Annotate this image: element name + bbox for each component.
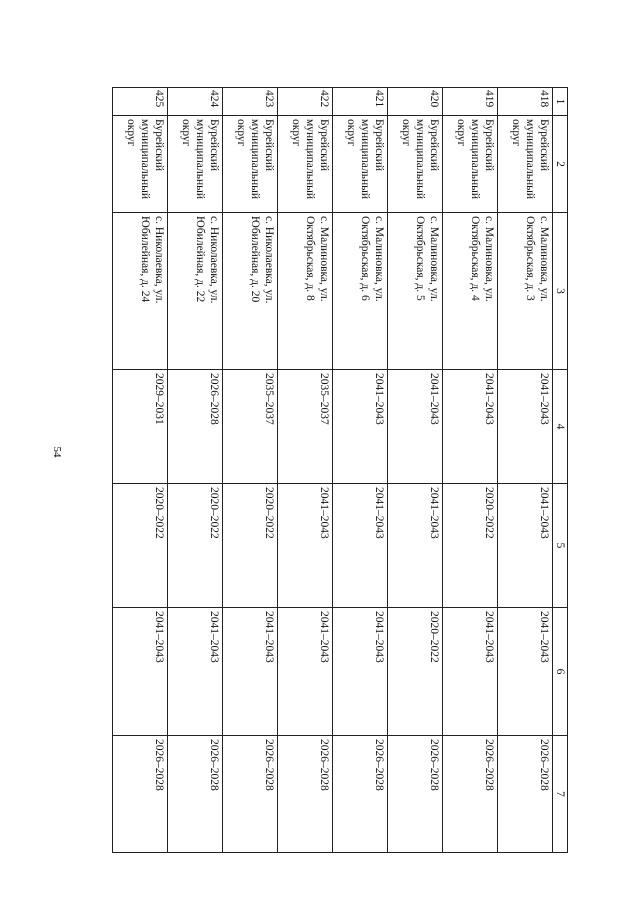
column-header-5: 5 [553, 484, 568, 608]
address-cell: с. Малиновка, ул. Октябрьская, д. 8 [278, 213, 333, 370]
column-header-1: 1 [553, 88, 568, 116]
period-cell-6: 2041–2043 [223, 608, 278, 736]
period-cell-5: 2041–2043 [388, 484, 443, 608]
period-cell-5: 2020–2022 [168, 484, 223, 608]
table-row [278, 88, 333, 853]
table-body [113, 88, 553, 853]
period-cell-5: 2041–2043 [498, 484, 553, 608]
period-cell-6: 2020–2022 [388, 608, 443, 736]
period-cell-7: 2026–2028 [333, 736, 388, 853]
period-cell-4: 2041–2043 [388, 370, 443, 484]
address-cell: с. Малиновка, ул. Октябрьская, д. 5 [388, 213, 443, 370]
row-number-cell: 423 [223, 88, 278, 116]
period-cell-5: 2041–2043 [278, 484, 333, 608]
period-cell-6: 2041–2043 [333, 608, 388, 736]
row-number-cell: 418 [498, 88, 553, 116]
address-cell: с. Малиновка, ул. Октябрьская, д. 6 [333, 213, 388, 370]
row-number-cell: 425 [113, 88, 168, 116]
district-cell: Бурейский муниципальный округ [113, 116, 168, 213]
row-number-cell: 419 [443, 88, 498, 116]
row-number-cell: 424 [168, 88, 223, 116]
period-cell-5: 2041–2043 [333, 484, 388, 608]
period-cell-6: 2041–2043 [168, 608, 223, 736]
period-cell-5: 2020–2022 [443, 484, 498, 608]
district-cell: Бурейский муниципальный округ [278, 116, 333, 213]
period-cell-4: 2026–2028 [168, 370, 223, 484]
period-cell-4: 2041–2043 [498, 370, 553, 484]
table-row [443, 88, 498, 853]
period-cell-7: 2026–2028 [168, 736, 223, 853]
table-header-row [553, 88, 568, 853]
row-number-cell: 421 [333, 88, 388, 116]
period-cell-5: 2020–2022 [113, 484, 168, 608]
period-cell-7: 2026–2028 [388, 736, 443, 853]
district-cell: Бурейский муниципальный округ [443, 116, 498, 213]
period-cell-7: 2026–2028 [223, 736, 278, 853]
table-row [333, 88, 388, 853]
period-cell-4: 2035–2037 [278, 370, 333, 484]
period-cell-6: 2041–2043 [498, 608, 553, 736]
district-cell: Бурейский муниципальный округ [168, 116, 223, 213]
row-number-cell: 420 [388, 88, 443, 116]
period-cell-4: 2029–2031 [113, 370, 168, 484]
district-cell: Бурейский муниципальный округ [388, 116, 443, 213]
period-cell-4: 2041–2043 [333, 370, 388, 484]
row-number-cell: 422 [278, 88, 333, 116]
period-cell-7: 2026–2028 [443, 736, 498, 853]
table-row [168, 88, 223, 853]
address-cell: с. Малиновка, ул. Октябрьская, д. 3 [498, 213, 553, 370]
period-cell-7: 2026–2028 [113, 736, 168, 853]
table-row [498, 88, 553, 853]
address-cell: с. Николаевка, ул. Юбилейная, д. 24 [113, 213, 168, 370]
period-cell-4: 2041–2043 [443, 370, 498, 484]
address-cell: с. Малиновка, ул. Октябрьская, д. 4 [443, 213, 498, 370]
table-row [113, 88, 168, 853]
table-row [388, 88, 443, 853]
address-cell: с. Николаевка, ул. Юбилейная, д. 22 [168, 213, 223, 370]
address-cell: с. Николаевка, ул. Юбилейная, д. 20 [223, 213, 278, 370]
period-cell-7: 2026–2028 [278, 736, 333, 853]
district-cell: Бурейский муниципальный округ [498, 116, 553, 213]
period-cell-4: 2035–2037 [223, 370, 278, 484]
district-cell: Бурейский муниципальный округ [333, 116, 388, 213]
period-cell-6: 2041–2043 [278, 608, 333, 736]
column-header-7: 7 [553, 736, 568, 853]
page-number: 54 [51, 446, 63, 458]
column-header-6: 6 [553, 608, 568, 736]
table-container [112, 87, 568, 825]
district-cell: Бурейский муниципальный округ [223, 116, 278, 213]
period-cell-6: 2041–2043 [113, 608, 168, 736]
period-cell-6: 2041–2043 [443, 608, 498, 736]
data-table [112, 87, 568, 853]
period-cell-7: 2026–2028 [498, 736, 553, 853]
column-header-2: 2 [553, 116, 568, 213]
column-header-4: 4 [553, 370, 568, 484]
period-cell-5: 2020–2022 [223, 484, 278, 608]
column-header-3: 3 [553, 213, 568, 370]
table-row [223, 88, 278, 853]
